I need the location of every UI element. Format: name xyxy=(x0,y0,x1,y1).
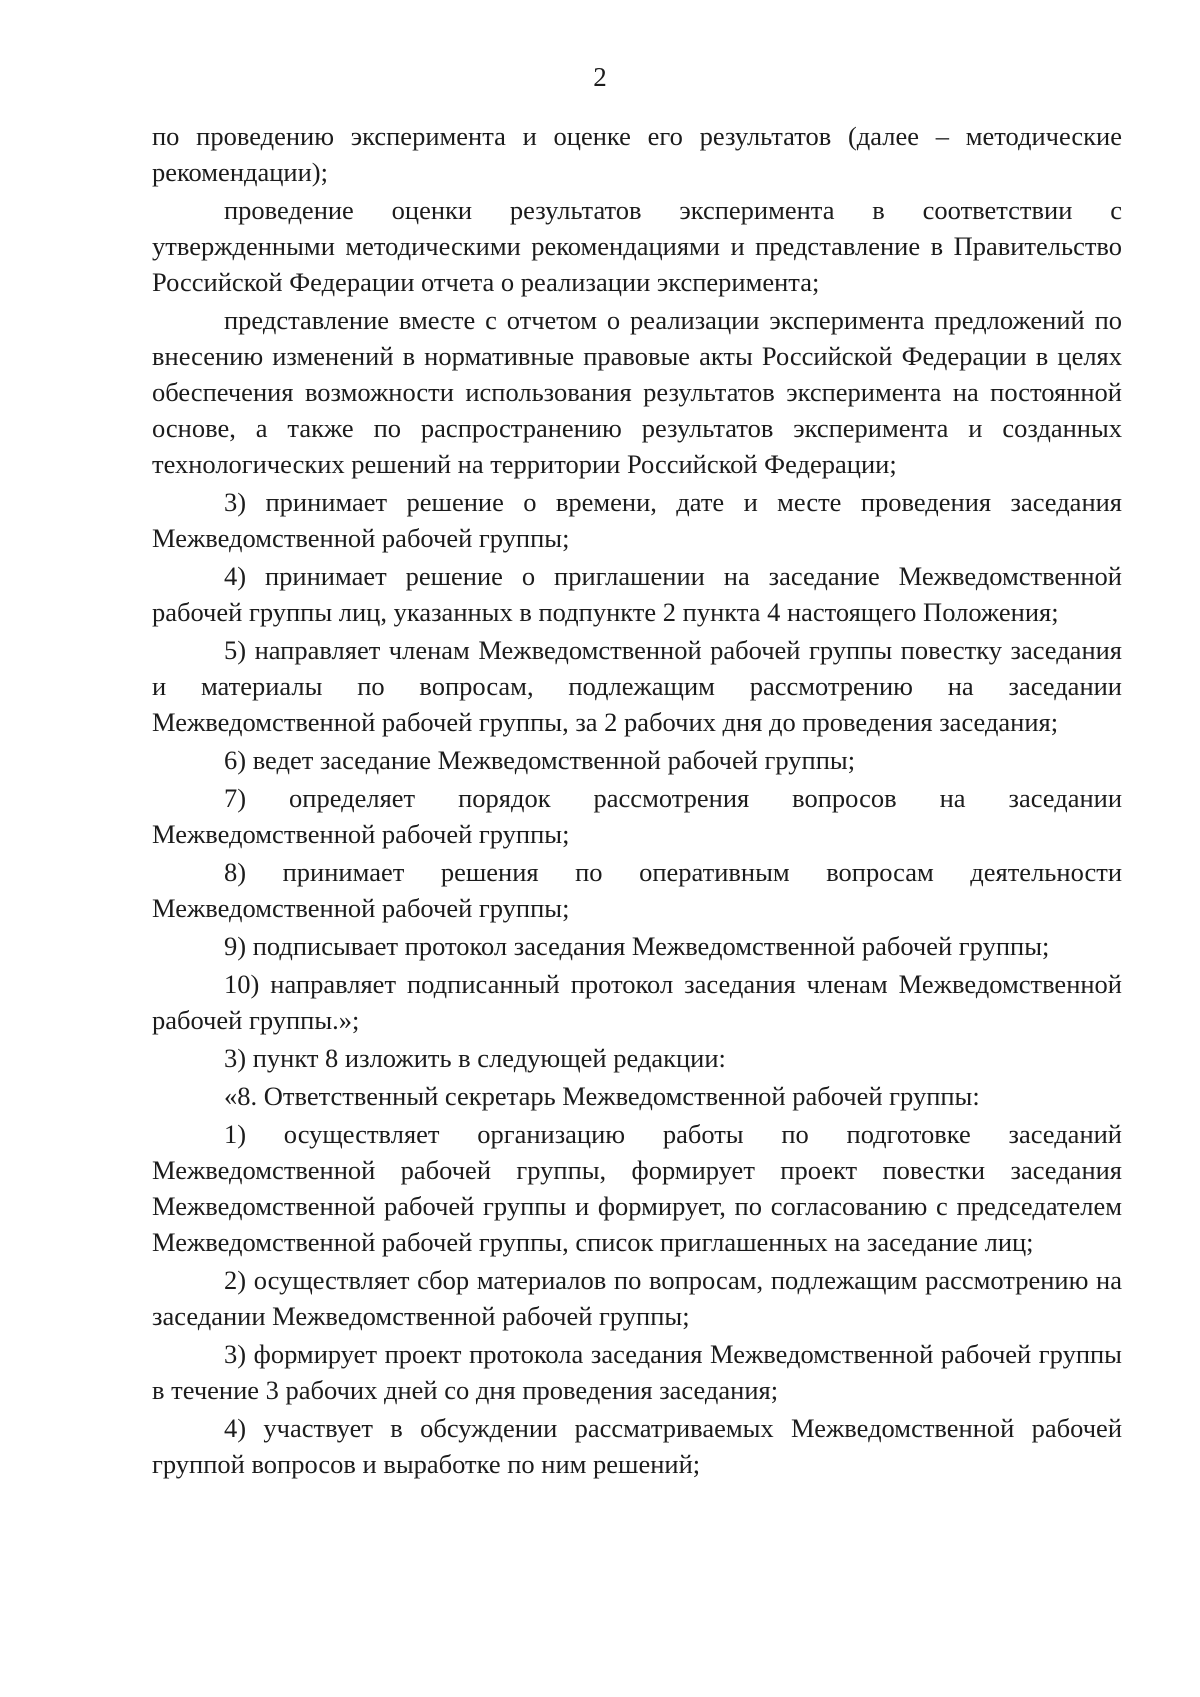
paragraph-3: представление вместе с отчетом о реализации эксперимента предложений по внесению изменений в нормативные правовые акты Российской Федерации в целях обеспечения возможности использования результатов эксперимента на постоянной основе, а также по распространению результатов эксперимента и созданных технологических решений на территории Российской Федерации; xyxy=(152,305,1122,479)
page-number: 2 xyxy=(593,62,607,92)
paragraph-5: 4) принимает решение о приглашении на заседание Межведомственной рабочей группы лиц, указанных в подпункте 2 пункта 4 настоящего Положения; xyxy=(152,561,1122,627)
paragraph-9: 8) принимает решения по оперативным вопросам деятельности Межведомственной рабочей группы; xyxy=(152,857,1122,923)
paragraph-8: 7) определяет порядок рассмотрения вопросов на заседании Межведомственной рабочей группы; xyxy=(152,783,1122,849)
paragraph-10: 9) подписывает протокол заседания Межведомственной рабочей группы; xyxy=(224,931,1050,961)
paragraph-16: 3) формирует проект протокола заседания Межведомственной рабочей группы в течение 3 рабочих дней со дня проведения заседания; xyxy=(152,1339,1122,1405)
document-body xyxy=(152,118,1122,1484)
paragraph-15: 2) осуществляет сбор материалов по вопросам, подлежащим рассмотрению на заседании Межведомственной рабочей группы; xyxy=(152,1265,1122,1331)
paragraph-6: 5) направляет членам Межведомственной рабочей группы повестку заседания и материалы по вопросам, подлежащим рассмотрению на заседании Межведомственной рабочей группы, за 2 рабочих дня до проведения заседания; xyxy=(152,635,1122,737)
paragraph-2: проведение оценки результатов эксперимента в соответствии с утвержденными методическими рекомендациями и представление в Правительство Российской Федерации отчета о реализации эксперимента; xyxy=(152,195,1122,297)
paragraph-17: 4) участвует в обсуждении рассматриваемых Межведомственной рабочей группой вопросов и выработке по ним решений; xyxy=(152,1413,1122,1479)
paragraph-13: «8. Ответственный секретарь Межведомственной рабочей группы: xyxy=(224,1081,980,1111)
paragraph-1: по проведению эксперимента и оценке его результатов (далее – методические рекомендации); xyxy=(152,121,1122,187)
paragraph-7: 6) ведет заседание Межведомственной рабочей группы; xyxy=(224,745,856,775)
paragraph-14: 1) осуществляет организацию работы по подготовке заседаний Межведомственной рабочей группы, формирует проект повестки заседания Межведомственной рабочей группы и формирует, по согласованию с председателем Межведомственной рабочей группы, список приглашенных на заседание лиц; xyxy=(152,1119,1122,1257)
paragraph-4: 3) принимает решение о времени, дате и месте проведения заседания Межведомственной рабочей группы; xyxy=(152,487,1122,553)
paragraph-11: 10) направляет подписанный протокол заседания членам Межведомственной рабочей группы.»; xyxy=(152,969,1122,1035)
paragraph-12: 3) пункт 8 изложить в следующей редакции: xyxy=(224,1043,726,1073)
